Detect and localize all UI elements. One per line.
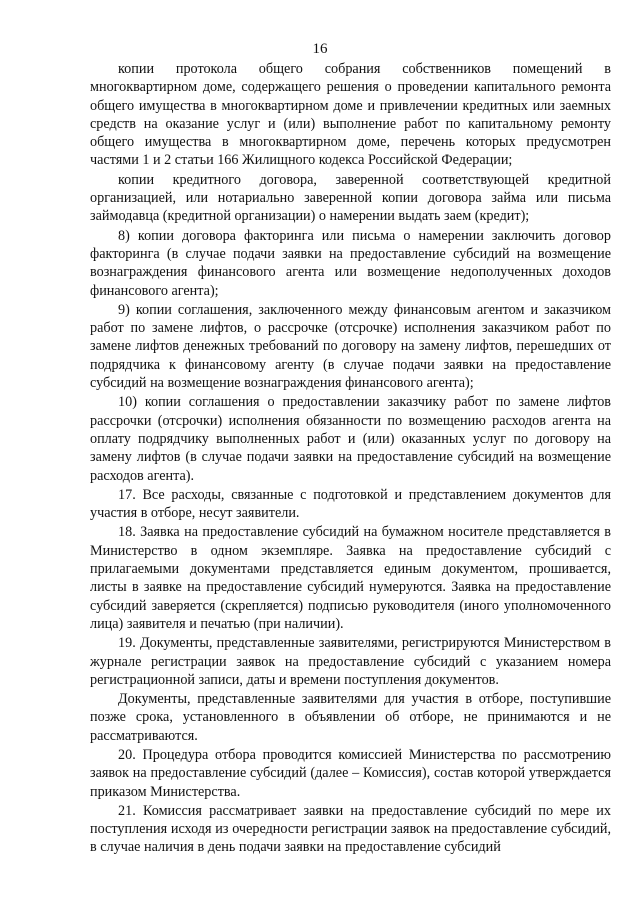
paragraph-18: 18. Заявка на предоставление субсидий на бумажном носителе представляется в Министерство в одном экземпляре. Заявка на предоставление субсидий с прилагаемыми документами представляется единым документом, прошивается, листы в заявке на предоставление субсидий нумеруются. Заявка на предоставление субсидий заверяется (скрепляется) подписью руководителя (иного уполномоченного лица) заявителя и печатью (при наличии). [90,524,611,632]
paragraph-17: 17. Все расходы, связанные с подготовкой и представлением документов для участия в отборе, несут заявители. [90,486,611,522]
paragraph-20: 20. Процедура отбора проводится комиссией Министерства по рассмотрению заявок на предоставление субсидий (далее – Комиссия), состав которой утверждается приказом Министерства. [90,746,611,800]
page-number: 16 [312,41,328,57]
paragraph-item-10: 10) копии соглашения о предоставлении заказчику работ по замене лифтов рассрочки (отсрочки) исполнения обязанности по возмещению расходов агента на оплату подрядчику выполненных работ и (или) оказанных услуг по договору на замену лифтов (в случае подачи заявки на предоставление субсидий на возмещение расходов агента). [90,394,611,484]
paragraph-item-9: 9) копии соглашения, заключенного между финансовым агентом и заказчиком работ по замене лифтов, о рассрочке (отсрочке) исполнения заказчиком работ по замене лифтов денежных требований по договору на замену лифтов, перешедших от подрядчика к финансовому агенту (в случае подачи заявки на предоставление субсидий на возмещение вознаграждения финансового агента); [90,301,611,392]
paragraph-19: 19. Документы, представленные заявителями, регистрируются Министерством в журнале регистрации заявок на предоставление субсидий с указанием номера регистрационной записи, даты и времени поступления документов. [90,635,611,688]
paragraph-21: 21. Комиссия рассматривает заявки на предоставление субсидий по мере их поступления исходя из очередности регистрации заявок на предоставление субсидий, в случае наличия в день подачи заявки на предоставление субсидий [90,802,611,856]
paragraph-credit-agreement: копии кредитного договора, заверенной соответствующей кредитной организацией, или нотариально заверенной копии договора займа или письма займодавца (кредитной организации) о намерении выдать заем (кредит); [90,171,611,225]
paragraph-late-documents: Документы, представленные заявителями для участия в отборе, поступившие позже срока, установленного в объявлении об отборе, не принимаются и не рассматриваются. [90,691,611,744]
paragraph-item-8: 8) копии договора факторинга или письма о намерении заключить договор факторинга (в случае подачи заявки на предоставление субсидий на возмещение вознаграждения финансового агента или возмещение недополученных доходов финансового агента); [90,227,611,299]
document-body [90,60,611,857]
paragraph-protocol-copies: копии протокола общего собрания собственников помещений в многоквартирном доме, содержащего решения о проведении капитального ремонта общего имущества в многоквартирном доме и привлечении кредитных или заемных средств на оказание услуг и (или) выполнение работ по капитальному ремонту общего имущества в многоквартирном доме, перечень которых предусмотрен частями 1 и 2 статьи 166 Жилищного кодекса Российской Федерации; [90,61,611,169]
